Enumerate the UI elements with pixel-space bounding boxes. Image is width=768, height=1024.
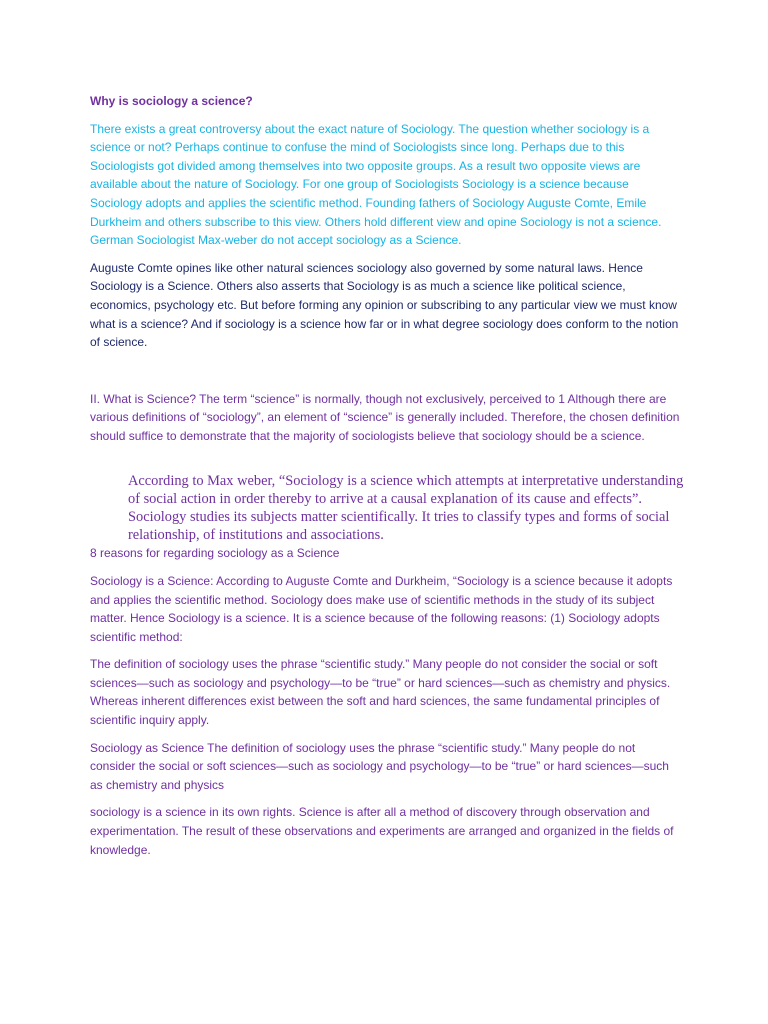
paragraph-eight-reasons: 8 reasons for regarding sociology as a Science	[90, 546, 340, 561]
paragraph-definition: The definition of sociology uses the phrase “scientific study.” Many people do not consider the social or soft sciences—such as sociology and psychology—to be “true” or hard sciences—such as chemistry and physics. Whereas inherent differences exist between the soft and hard sciences, the same fundamental principles of scientific inquiry apply.	[90, 657, 671, 728]
block-quote-max-weber: According to Max weber, “Sociology is a science which attempts at interpretative understanding of social action in order thereby to arrive at a causal explanation of its cause and effects”. Sociology studies its subjects matter scientifically. It tries to classify types and forms of social relationship, of institutions and associations.	[128, 472, 684, 544]
paragraph-what-is-science: II. What is Science? The term “science” is normally, though not exclusively, perceived to 1 Although there are various definitions of “sociology”, an element of “science” is generally included. Therefore, the chosen definition should suffice to demonstrate that the majority of sociologists believe that sociology should be a science.	[90, 391, 680, 443]
paragraph-own-rights: sociology is a science in its own rights. Science is after all a method of discovery through observation and experimentation. The result of these observations and experiments are arranged and organized in the fields of knowledge.	[90, 805, 674, 857]
paragraph-comte-view: Auguste Comte opines like other natural sciences sociology also governed by some natural laws. Hence Sociology is a Science. Others also asserts that Sociology is as much a science like political science, economics, psychology etc. But before forming any opinion or subscribing to any particular view we must know what is a science? And if sociology is a science how far or in what degree sociology does conform to the notion of science.	[90, 260, 679, 350]
document-heading: Why is sociology a science?	[90, 94, 253, 108]
paragraph-comte-durkheim: Sociology is a Science: According to Auguste Comte and Durkheim, “Sociology is a science because it adopts and applies the scientific method. Sociology does make use of scientific methods in the study of its subject matter. Hence Sociology is a science. It is a science because of the following reasons: (1) Sociology adopts scientific method:	[90, 573, 673, 644]
document-page	[90, 92, 684, 868]
paragraph-sociology-as-science: Sociology as Science The definition of sociology uses the phrase “scientific study.” Many people do not consider the social or soft sciences—such as sociology and psychology—to be “true” or hard sciences—such as chemistry and physics	[90, 740, 669, 792]
paragraph-controversy: There exists a great controversy about the exact nature of Sociology. The question whether sociology is a science or not? Perhaps continue to confuse the mind of Sociologists since long. Perhaps due to this Sociologists got divided among themselves into two opposite groups. As a result two opposite views are available about the nature of Sociology. For one group of Sociologists Sociology is a science because Sociology adopts and applies the scientific method. Founding fathers of Sociology Auguste Comte, Emile Durkheim and others subscribe to this view. Others hold different view and opine Sociology is not a science. German Sociologist Max-weber do not accept sociology as a Science.	[90, 121, 662, 248]
